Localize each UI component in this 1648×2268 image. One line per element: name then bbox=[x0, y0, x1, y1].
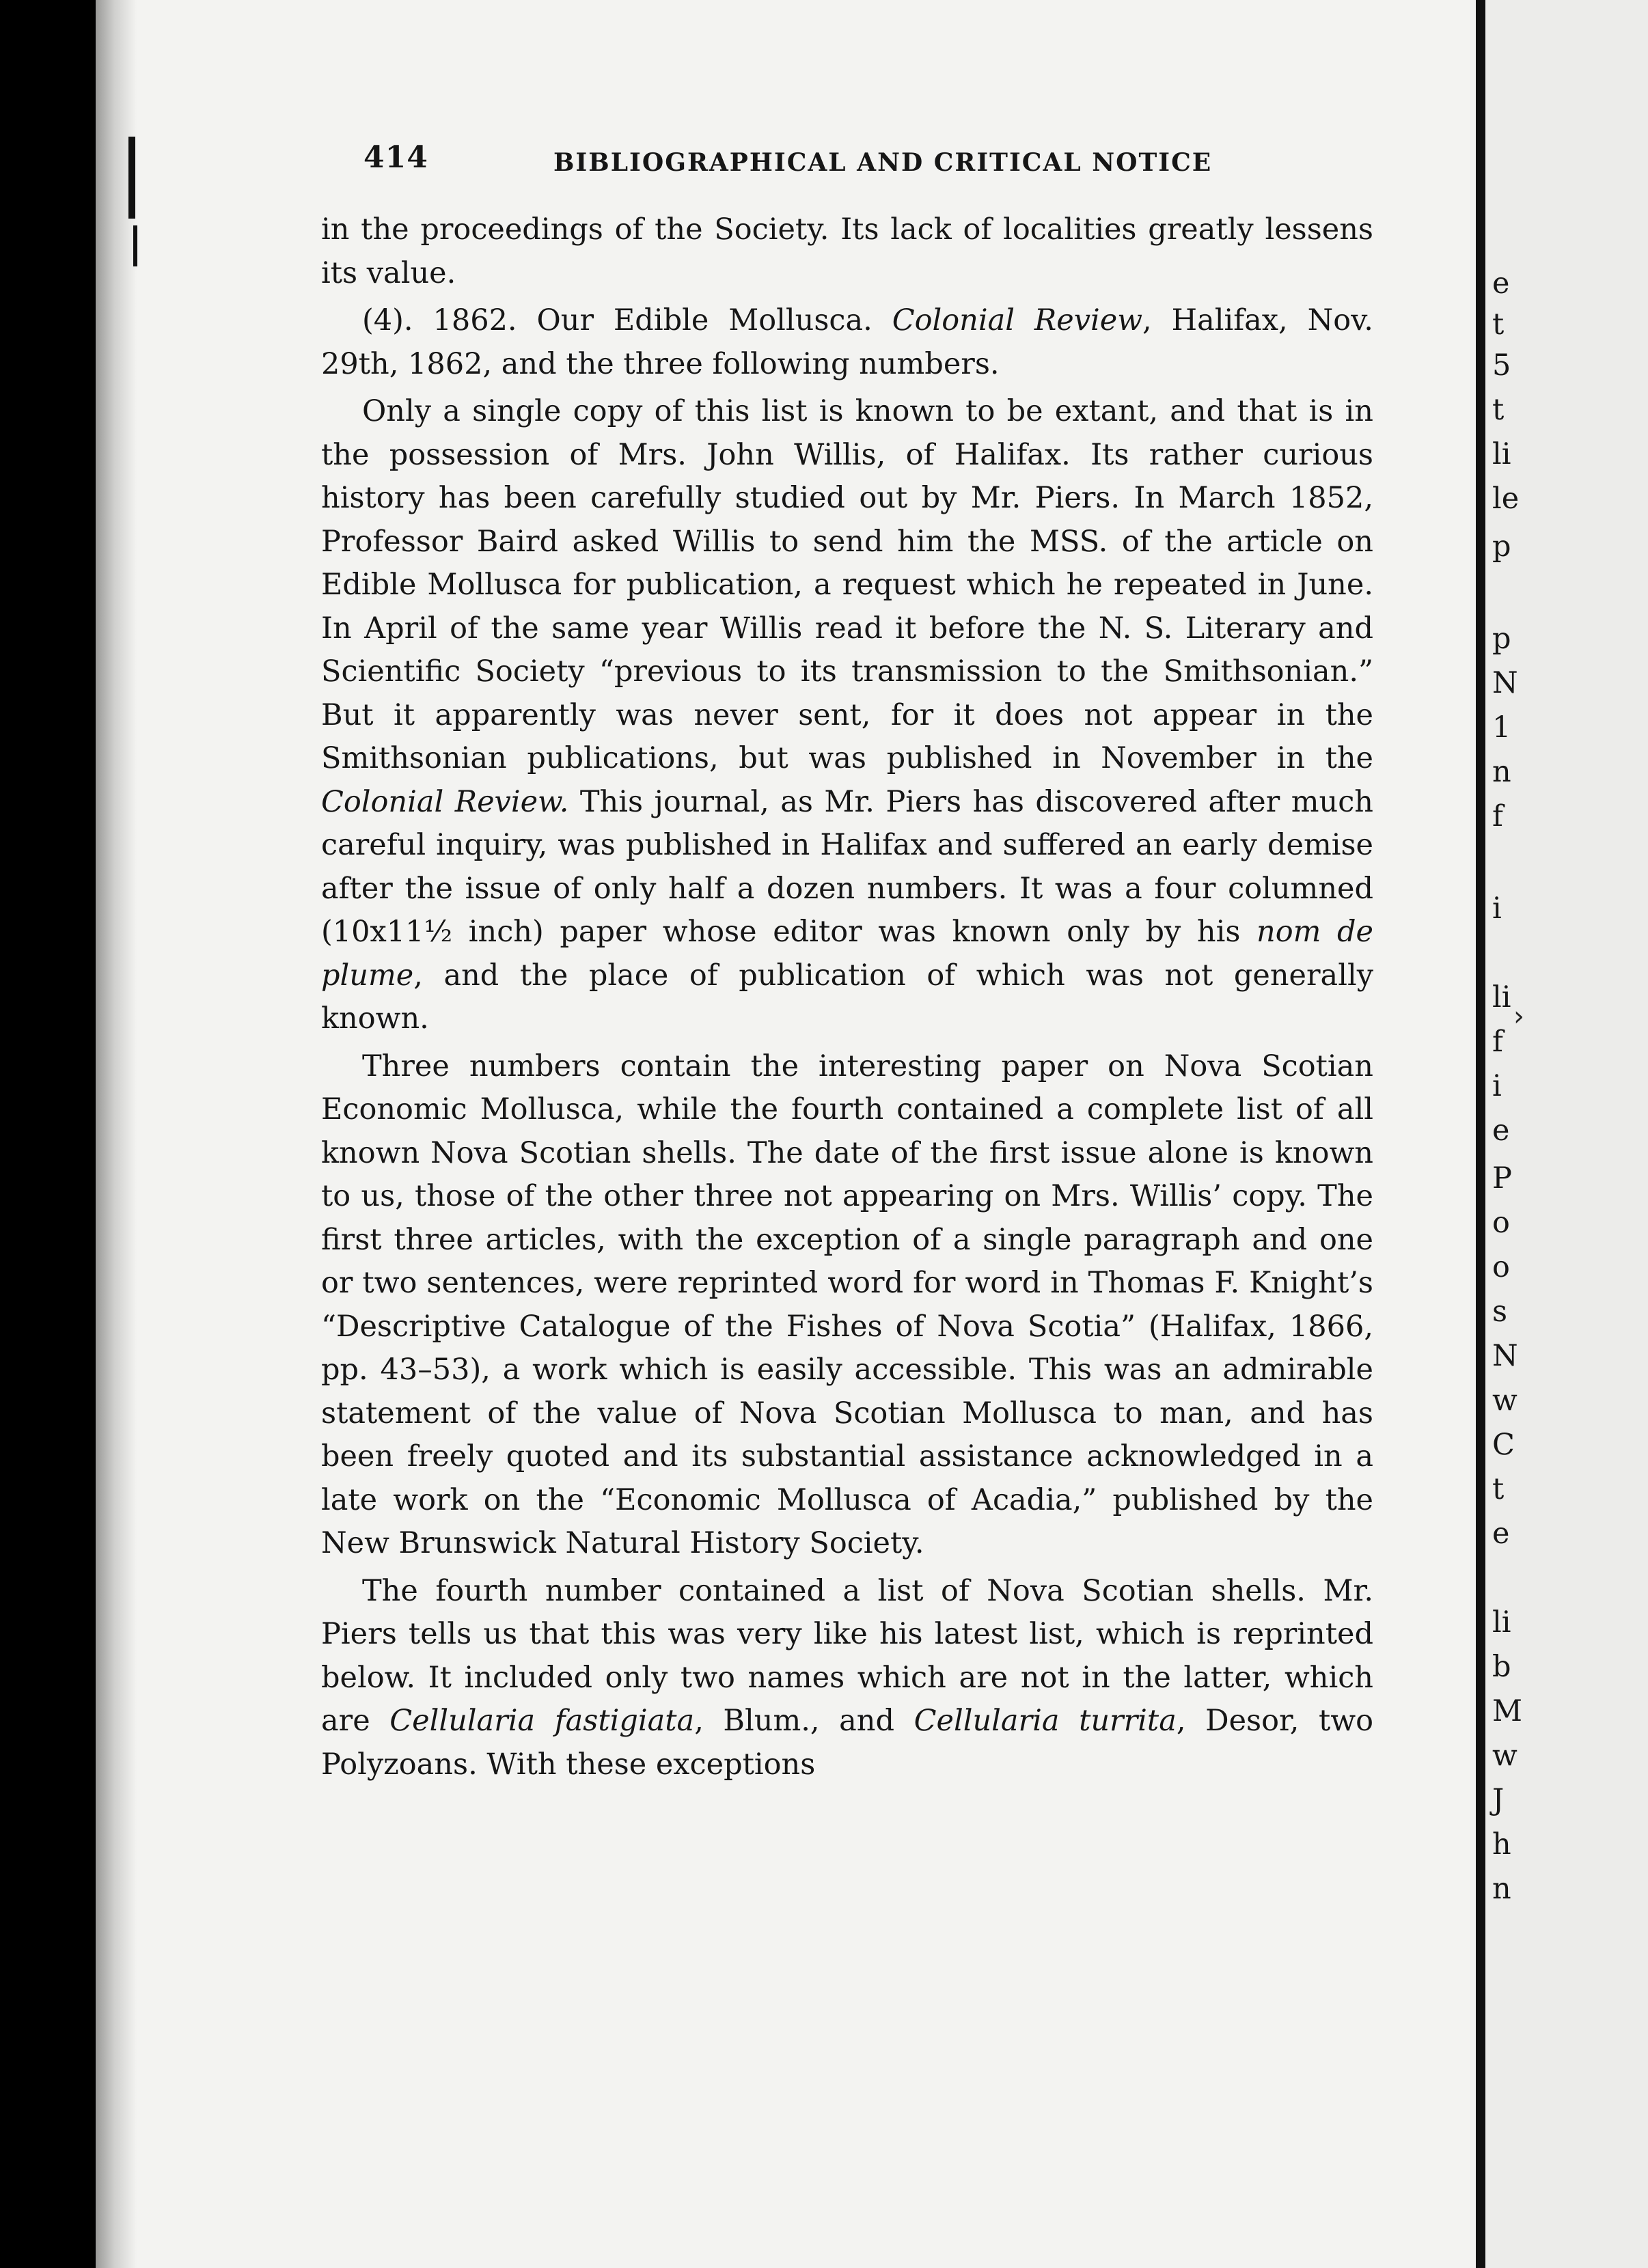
text-run: Cellularia fastigiata bbox=[389, 1704, 695, 1738]
text-run: Colonial Review. bbox=[321, 784, 569, 819]
next-page-fragment: n bbox=[1492, 1872, 1511, 1906]
next-page-fragment: t bbox=[1492, 393, 1505, 427]
page-number: 414 bbox=[363, 140, 428, 175]
text-run: Only a single copy of this list is known to be extant, and that is in the possession of Mrs. John Willis, of Halifax. Its rather curious history has been carefully studied out by Mr. Piers. In March 1852, Professor Baird asked Willis to send him the MSS. of the article on Edible Mollusca for publication, a request which he repeated in June. In April of the same year Willis read it before the N. S. Literary and Scientific Society “previous to its transmission to the Smithsonian.” But it apparently was never sent, for it does not appear in the Smithsonian publications, but was published in November in the bbox=[321, 394, 1373, 775]
text-run: This journal, as Mr. Piers has discovered after much careful inquiry, was published in Halifax and suffered an early demise after the issue of only half a dozen numbers. It was a four columned (10x11½ inch) paper whose editor was known only by his bbox=[321, 784, 1373, 949]
next-page-fragment: li bbox=[1492, 980, 1511, 1014]
next-page-fragment: b bbox=[1492, 1650, 1511, 1684]
next-page-fragment: s bbox=[1492, 1295, 1508, 1329]
paragraph-p2 bbox=[321, 299, 1373, 386]
next-page-fragment: h bbox=[1492, 1827, 1511, 1862]
text-run: Cellularia turrita bbox=[914, 1704, 1177, 1738]
next-page-fragment: J bbox=[1492, 1783, 1505, 1817]
next-page-fragment: i bbox=[1492, 891, 1502, 926]
next-page-fragment: o bbox=[1492, 1206, 1510, 1240]
text-run: (4). 1862. Our Edible Mollusca. bbox=[362, 303, 892, 337]
text-block bbox=[321, 140, 1373, 1790]
next-page-fragment: 5 bbox=[1492, 348, 1511, 383]
paragraph-p1 bbox=[321, 208, 1373, 295]
body-text bbox=[321, 208, 1373, 1786]
next-page-fragment: P bbox=[1492, 1161, 1512, 1195]
binding-mark bbox=[133, 225, 137, 266]
text-run: Colonial Review bbox=[892, 303, 1142, 337]
next-page-fragment: p bbox=[1492, 622, 1511, 656]
text-run: The fourth number contained a list of Nova Scotian shells. Mr. Piers tells us that this was very like his latest list, which is reprinted below. It included only two names which are not in the latter, which are bbox=[321, 1573, 1373, 1738]
text-run: , and the place of publication of which was not generally known. bbox=[321, 958, 1373, 1036]
running-head-title: BIBLIOGRAPHICAL AND CRITICAL NOTICE bbox=[553, 148, 1213, 177]
next-page-fragment: le bbox=[1492, 482, 1520, 516]
next-page-fragment: w bbox=[1492, 1383, 1517, 1418]
gutter-shadow bbox=[96, 0, 137, 2268]
next-page-fragment: i bbox=[1492, 1069, 1502, 1103]
next-page-fragment: 1 bbox=[1492, 710, 1511, 745]
next-page-fragment: C bbox=[1492, 1428, 1515, 1462]
next-page-fragment: li bbox=[1492, 437, 1511, 471]
running-head bbox=[321, 140, 1373, 208]
paragraph-p4 bbox=[321, 1045, 1373, 1566]
next-page-fragment: t bbox=[1492, 307, 1505, 342]
next-page-fragment: f bbox=[1492, 1025, 1503, 1059]
text-run: , Desor, two Polyzoans. With these exceptions bbox=[321, 1704, 1374, 1782]
next-page-fragment: o bbox=[1492, 1250, 1510, 1284]
margin-mark: › bbox=[1513, 1001, 1524, 1032]
next-page-fragment: n bbox=[1492, 755, 1511, 789]
next-page-fragment: N bbox=[1492, 666, 1518, 700]
next-page-fragment: t bbox=[1492, 1472, 1505, 1506]
next-page-fragment: e bbox=[1492, 266, 1510, 301]
next-page-fragment: e bbox=[1492, 1114, 1510, 1148]
text-run: Three numbers contain the interesting paper on Nova Scotian Economic Mollusca, while the fourth contained a complete list of all known Nova Scotian shells. The date of the first issue alone is known to us, those of the other three not appearing on Mrs. Willis’ copy. The first three articles, with the exception of a single paragraph and one or two sentences, were reprinted word for word in Thomas F. Knight’s “Descriptive Catalogue of the Fishes of Nova Scotia” (Halifax, 1866, pp. 43–53), a work which is easily accessible. This was an admirable statement of the value of Nova Scotian Mollusca to man, and has been freely quoted and its substantial assistance acknowledged in a late work on the “Economic Mollusca of Acadia,” published by the New Brunswick Natural History Society. bbox=[321, 1049, 1373, 1560]
text-run: , Halifax, Nov. 29th, 1862, and the three following numbers. bbox=[321, 303, 1373, 381]
text-run: in the proceedings of the Society. Its lack of localities greatly lessens its value. bbox=[321, 212, 1373, 290]
text-run: nom de plume bbox=[321, 915, 1374, 993]
next-page-fragment: li bbox=[1492, 1605, 1511, 1640]
paragraph-p5 bbox=[321, 1570, 1373, 1787]
page-spine bbox=[1476, 0, 1485, 2268]
binding-mark bbox=[128, 137, 135, 219]
next-page-fragment: f bbox=[1492, 799, 1503, 833]
next-page-fragment: e bbox=[1492, 1517, 1510, 1551]
next-page-fragment: p bbox=[1492, 529, 1511, 564]
next-page-fragment: N bbox=[1492, 1339, 1518, 1373]
next-page-edge bbox=[1485, 0, 1648, 2268]
next-page-fragment: M bbox=[1492, 1694, 1523, 1728]
paragraph-p3 bbox=[321, 390, 1373, 1041]
next-page-fragment: w bbox=[1492, 1739, 1517, 1773]
text-run: , Blum., and bbox=[694, 1704, 914, 1738]
